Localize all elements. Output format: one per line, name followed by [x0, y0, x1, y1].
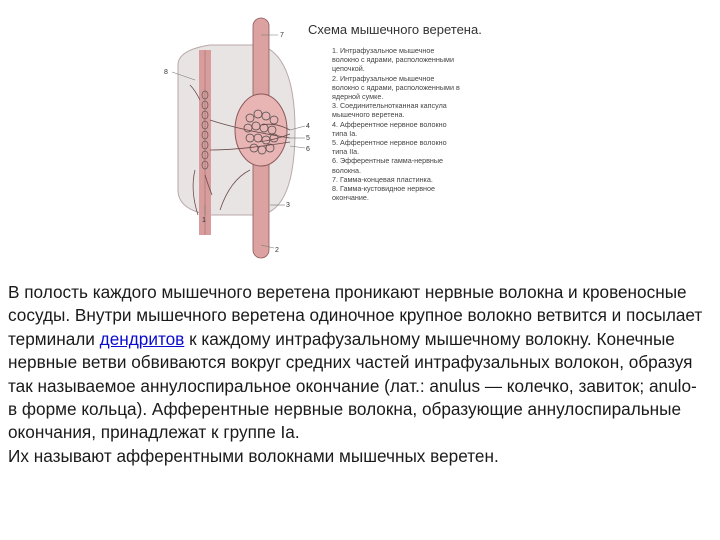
legend-line: ядерной сумке.: [332, 92, 384, 102]
callout-7: 7: [280, 32, 284, 39]
muscle-spindle-diagram: [150, 10, 310, 265]
text-part-2: к каждому интрафузальному мышечному волокну. Конечные нервные ветви обвиваются вокруг средних частей интрафузальных волокон, образуя так называемое аннулоспиральное окончание (лат.: anulus — колечко, завиток; anulo- в форме кольца). Афферентные нервные волокна, образующие аннулоспиральные окончания, принадлежат к группе Ia.: [8, 328, 697, 443]
legend-line: 2. Интрафузальное мышечное: [332, 73, 435, 83]
figure-title: Схема мышечного веретена.: [308, 22, 482, 37]
legend-line: 5. Афферентное нервное волокно: [332, 138, 447, 148]
legend-line: волокна.: [332, 165, 361, 175]
text-part-1: В полость каждого мышечного веретена проникают нервные волокна и кровеносные сосуды. Внутри мышечного веретена одиночное крупное волокно ветвится и посылает терминали: [8, 282, 703, 349]
paragraph-last: Их называют афферентными волокнами мышечных веретен.: [8, 445, 499, 466]
nuclear-bag: [235, 94, 287, 166]
body-text: [8, 281, 708, 468]
callout-8: 8: [164, 69, 168, 76]
figure-legend: [332, 46, 522, 202]
dendrites-link[interactable]: дендритов: [99, 328, 185, 349]
callout-3: 3: [286, 202, 290, 209]
legend-line: волокно с ядрами, расположенными в: [332, 82, 460, 92]
legend-line: 8. Гамма-кустовидное нервное: [332, 184, 436, 194]
legend-line: цепочкой.: [332, 64, 365, 74]
legend-line: окончание.: [332, 193, 369, 203]
callout-5: 5: [306, 135, 310, 142]
paragraph-main: [8, 281, 708, 445]
callout-2: 2: [275, 247, 279, 254]
legend-line: 6. Эфферентные гамма-нервные: [332, 156, 444, 166]
legend-line: типа Ia.: [332, 128, 358, 138]
callout-6: 6: [306, 146, 310, 153]
legend-line: мышечного веретена.: [332, 110, 405, 120]
legend-line: 3. Соединительнотканная капсула: [332, 101, 447, 111]
legend-line: типа IIa.: [332, 147, 360, 157]
legend-line: волокно с ядрами, расположенными: [332, 55, 454, 65]
legend-line: 7. Гамма-концевая пластинка.: [332, 174, 433, 184]
legend-line: 1. Интрафузальное мышечное: [332, 46, 435, 55]
muscle-spindle-figure: [150, 10, 620, 265]
callout-4: 4: [306, 123, 310, 130]
callout-1: 1: [202, 217, 206, 224]
legend-line: 4. Афферентное нервное волокно: [332, 119, 447, 129]
